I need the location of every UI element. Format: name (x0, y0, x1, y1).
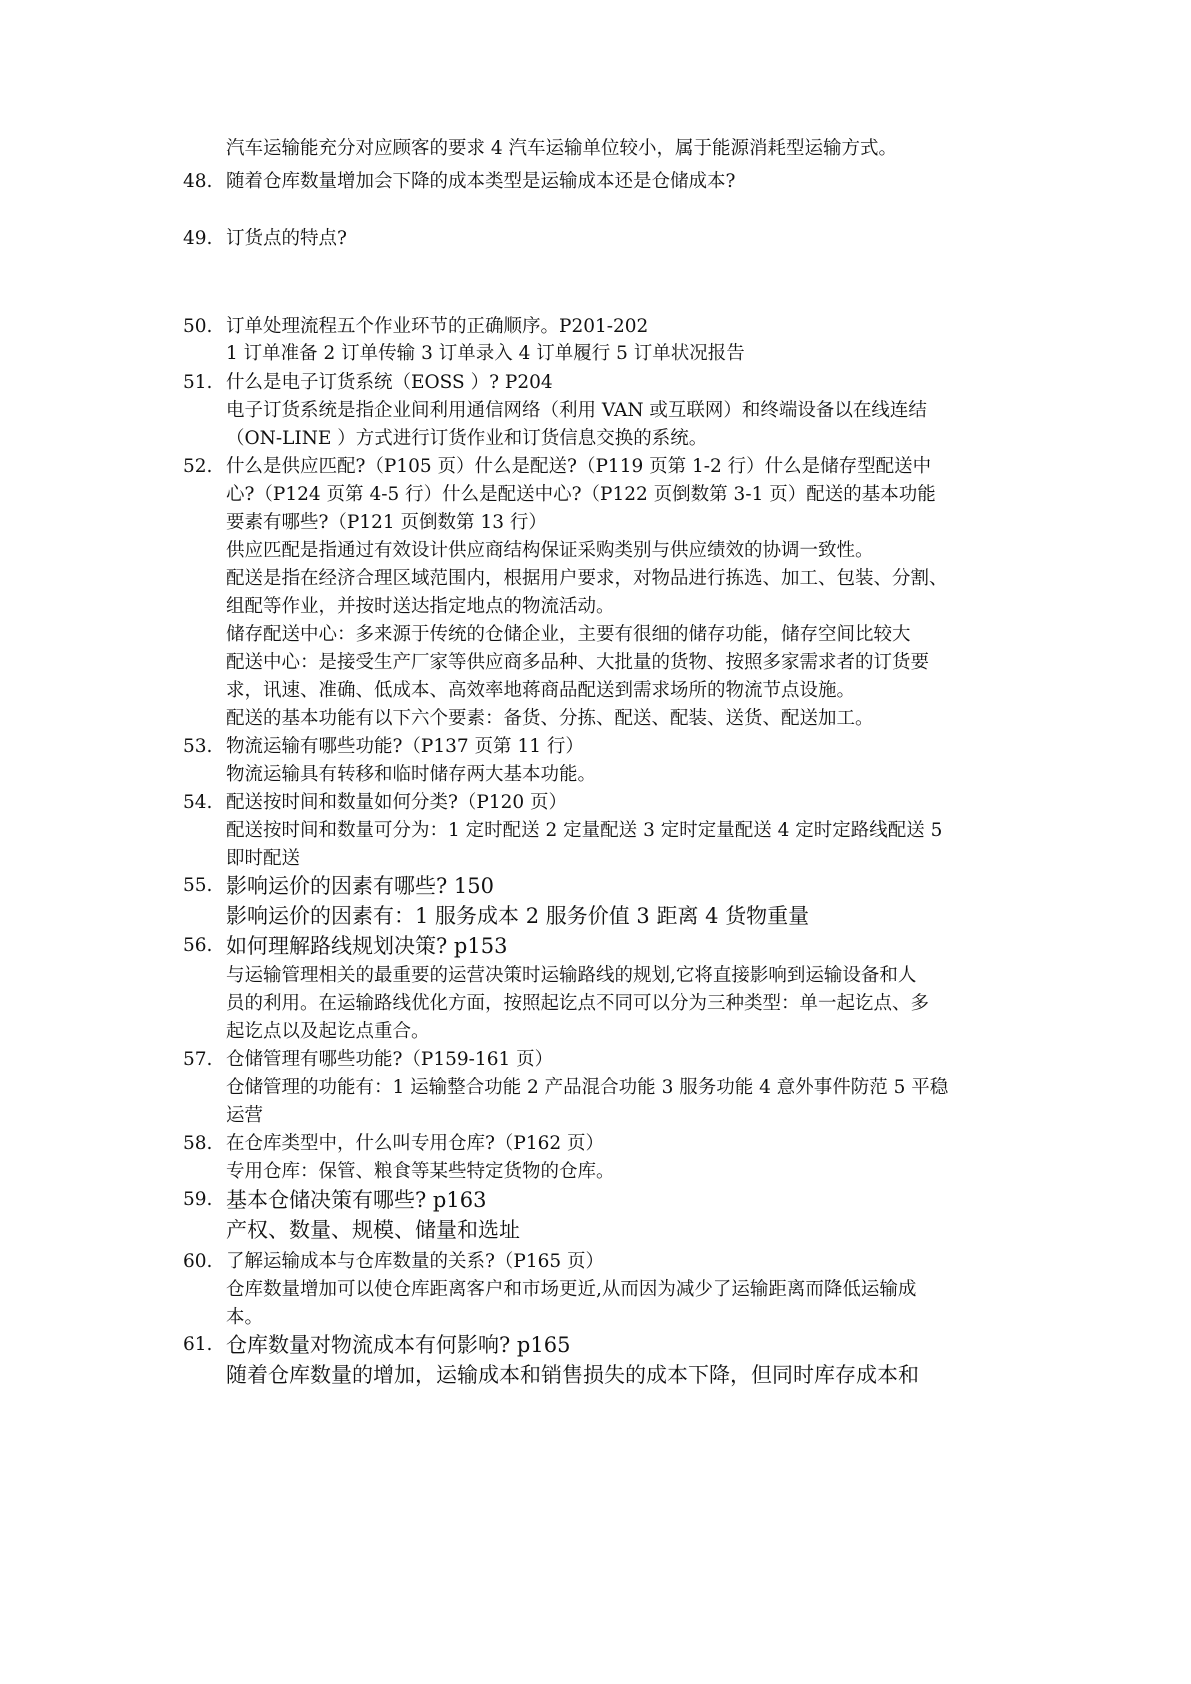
answer-line: 组配等作业，并按时送达指定地点的物流活动。 (226, 596, 615, 617)
answer-line: 影响运价的因素有：1 服务成本 2 服务价值 3 距离 4 货物重量 (226, 904, 810, 928)
answer-line: 供应匹配是指通过有效设计供应商结构保证采购类别与供应绩效的协调一致性。 (226, 540, 874, 561)
question-number: 48. (183, 171, 213, 192)
answer-line: 心?（P124 页第 4-5 行）什么是配送中心?（P122 页倒数第 3-1 页）配送的基本功能 (226, 484, 936, 505)
answer-line: 要素有哪些?（P121 页倒数第 13 行） (226, 512, 547, 533)
question-text: 在仓库类型中，什么叫专用仓库?（P162 页） (226, 1133, 605, 1154)
answer-line: 产权、数量、规模、储量和选址 (226, 1218, 520, 1242)
question-number: 58. (183, 1133, 213, 1154)
question-text: 了解运输成本与仓库数量的关系?（P165 页） (226, 1251, 605, 1272)
answer-line: 与运输管理相关的最重要的运营决策时运输路线的规划,它将直接影响到运输设备和人 (226, 965, 917, 986)
question-text: 影响运价的因素有哪些? 150 (226, 874, 495, 898)
answer-line: 物流运输具有转移和临时储存两大基本功能。 (226, 764, 597, 785)
question-text: 什么是电子订货系统（EOSS ）? P204 (226, 372, 553, 393)
answer-line: 本。 (226, 1307, 264, 1328)
question-number: 60. (183, 1251, 213, 1272)
answer-line: 员的利用。在运输路线优化方面，按照起讫点不同可以分为三种类型：单一起讫点、多 (226, 993, 930, 1014)
question-text: 订货点的特点? (226, 228, 347, 249)
question-number: 49. (183, 228, 213, 249)
question-text: 订单处理流程五个作业环节的正确顺序。P201-202 (226, 316, 649, 337)
question-number: 59. (183, 1189, 213, 1210)
answer-line: 专用仓库：保管、粮食等某些特定货物的仓库。 (226, 1161, 615, 1182)
question-number: 53. (183, 736, 213, 757)
answer-line: 电子订货系统是指企业间利用通信网络（利用 VAN 或互联网）和终端设备以在线连结 (226, 400, 927, 421)
answer-line: 随着仓库数量的增加，运输成本和销售损失的成本下降，但同时库存成本和 (226, 1363, 919, 1387)
answer-line: 1 订单准备 2 订单传输 3 订单录入 4 订单履行 5 订单状况报告 (226, 343, 745, 364)
question-text: 基本仓储决策有哪些? p163 (226, 1188, 487, 1212)
answer-line: 仓库数量增加可以使仓库距离客户和市场更近,从而因为减少了运输距离而降低运输成 (226, 1279, 917, 1300)
question-text: 什么是供应匹配?（P105 页）什么是配送?（P119 页第 1-2 行）什么是储存型配送中 (226, 456, 932, 477)
question-number: 56. (183, 935, 213, 956)
answer-line: 运营 (226, 1105, 264, 1126)
question-text: 物流运输有哪些功能?（P137 页第 11 行） (226, 736, 584, 757)
question-text: 配送按时间和数量如何分类?（P120 页） (226, 792, 568, 813)
answer-line: 求，讯速、准确、低成本、高效率地蒋商品配送到需求场所的物流节点设施。 (226, 680, 856, 701)
question-text: 仓储管理有哪些功能?（P159-161 页） (226, 1049, 554, 1070)
answer-line: 储存配送中心：多来源于传统的仓储企业，主要有很细的储存功能，储存空间比较大 (226, 624, 911, 645)
intro-text: 汽车运输能充分对应顾客的要求 4 汽车运输单位较小，属于能源消耗型运输方式。 (226, 138, 898, 159)
question-text: 随着仓库数量增加会下降的成本类型是运输成本还是仓储成本? (226, 171, 736, 192)
question-number: 57. (183, 1049, 213, 1070)
answer-line: 配送中心：是接受生产厂家等供应商多品种、大批量的货物、按照多家需求者的订货要 (226, 652, 930, 673)
answer-line: （ON-LINE ）方式进行订货作业和订货信息交换的系统。 (226, 428, 708, 449)
question-number: 51. (183, 372, 213, 393)
question-number: 61. (183, 1334, 213, 1355)
answer-line: 即时配送 (226, 848, 301, 869)
question-text: 仓库数量对物流成本有何影响? p165 (226, 1333, 571, 1357)
answer-line: 配送的基本功能有以下六个要素：备货、分拣、配送、配装、送货、配送加工。 (226, 708, 874, 729)
question-number: 50. (183, 316, 213, 337)
question-number: 54. (183, 792, 213, 813)
answer-line: 配送是指在经济合理区域范围内，根据用户要求，对物品进行拣选、加工、包装、分割、 (226, 568, 948, 589)
answer-line: 起讫点以及起讫点重合。 (226, 1021, 430, 1042)
question-number: 55. (183, 875, 213, 896)
answer-line: 配送按时间和数量可分为：1 定时配送 2 定量配送 3 定时定量配送 4 定时定路线配送 5 (226, 820, 943, 841)
question-text: 如何理解路线规划决策? p153 (226, 934, 508, 958)
question-number: 52. (183, 456, 213, 477)
answer-line: 仓储管理的功能有：1 运输整合功能 2 产品混合功能 3 服务功能 4 意外事件防范 5 平稳 (226, 1077, 949, 1098)
